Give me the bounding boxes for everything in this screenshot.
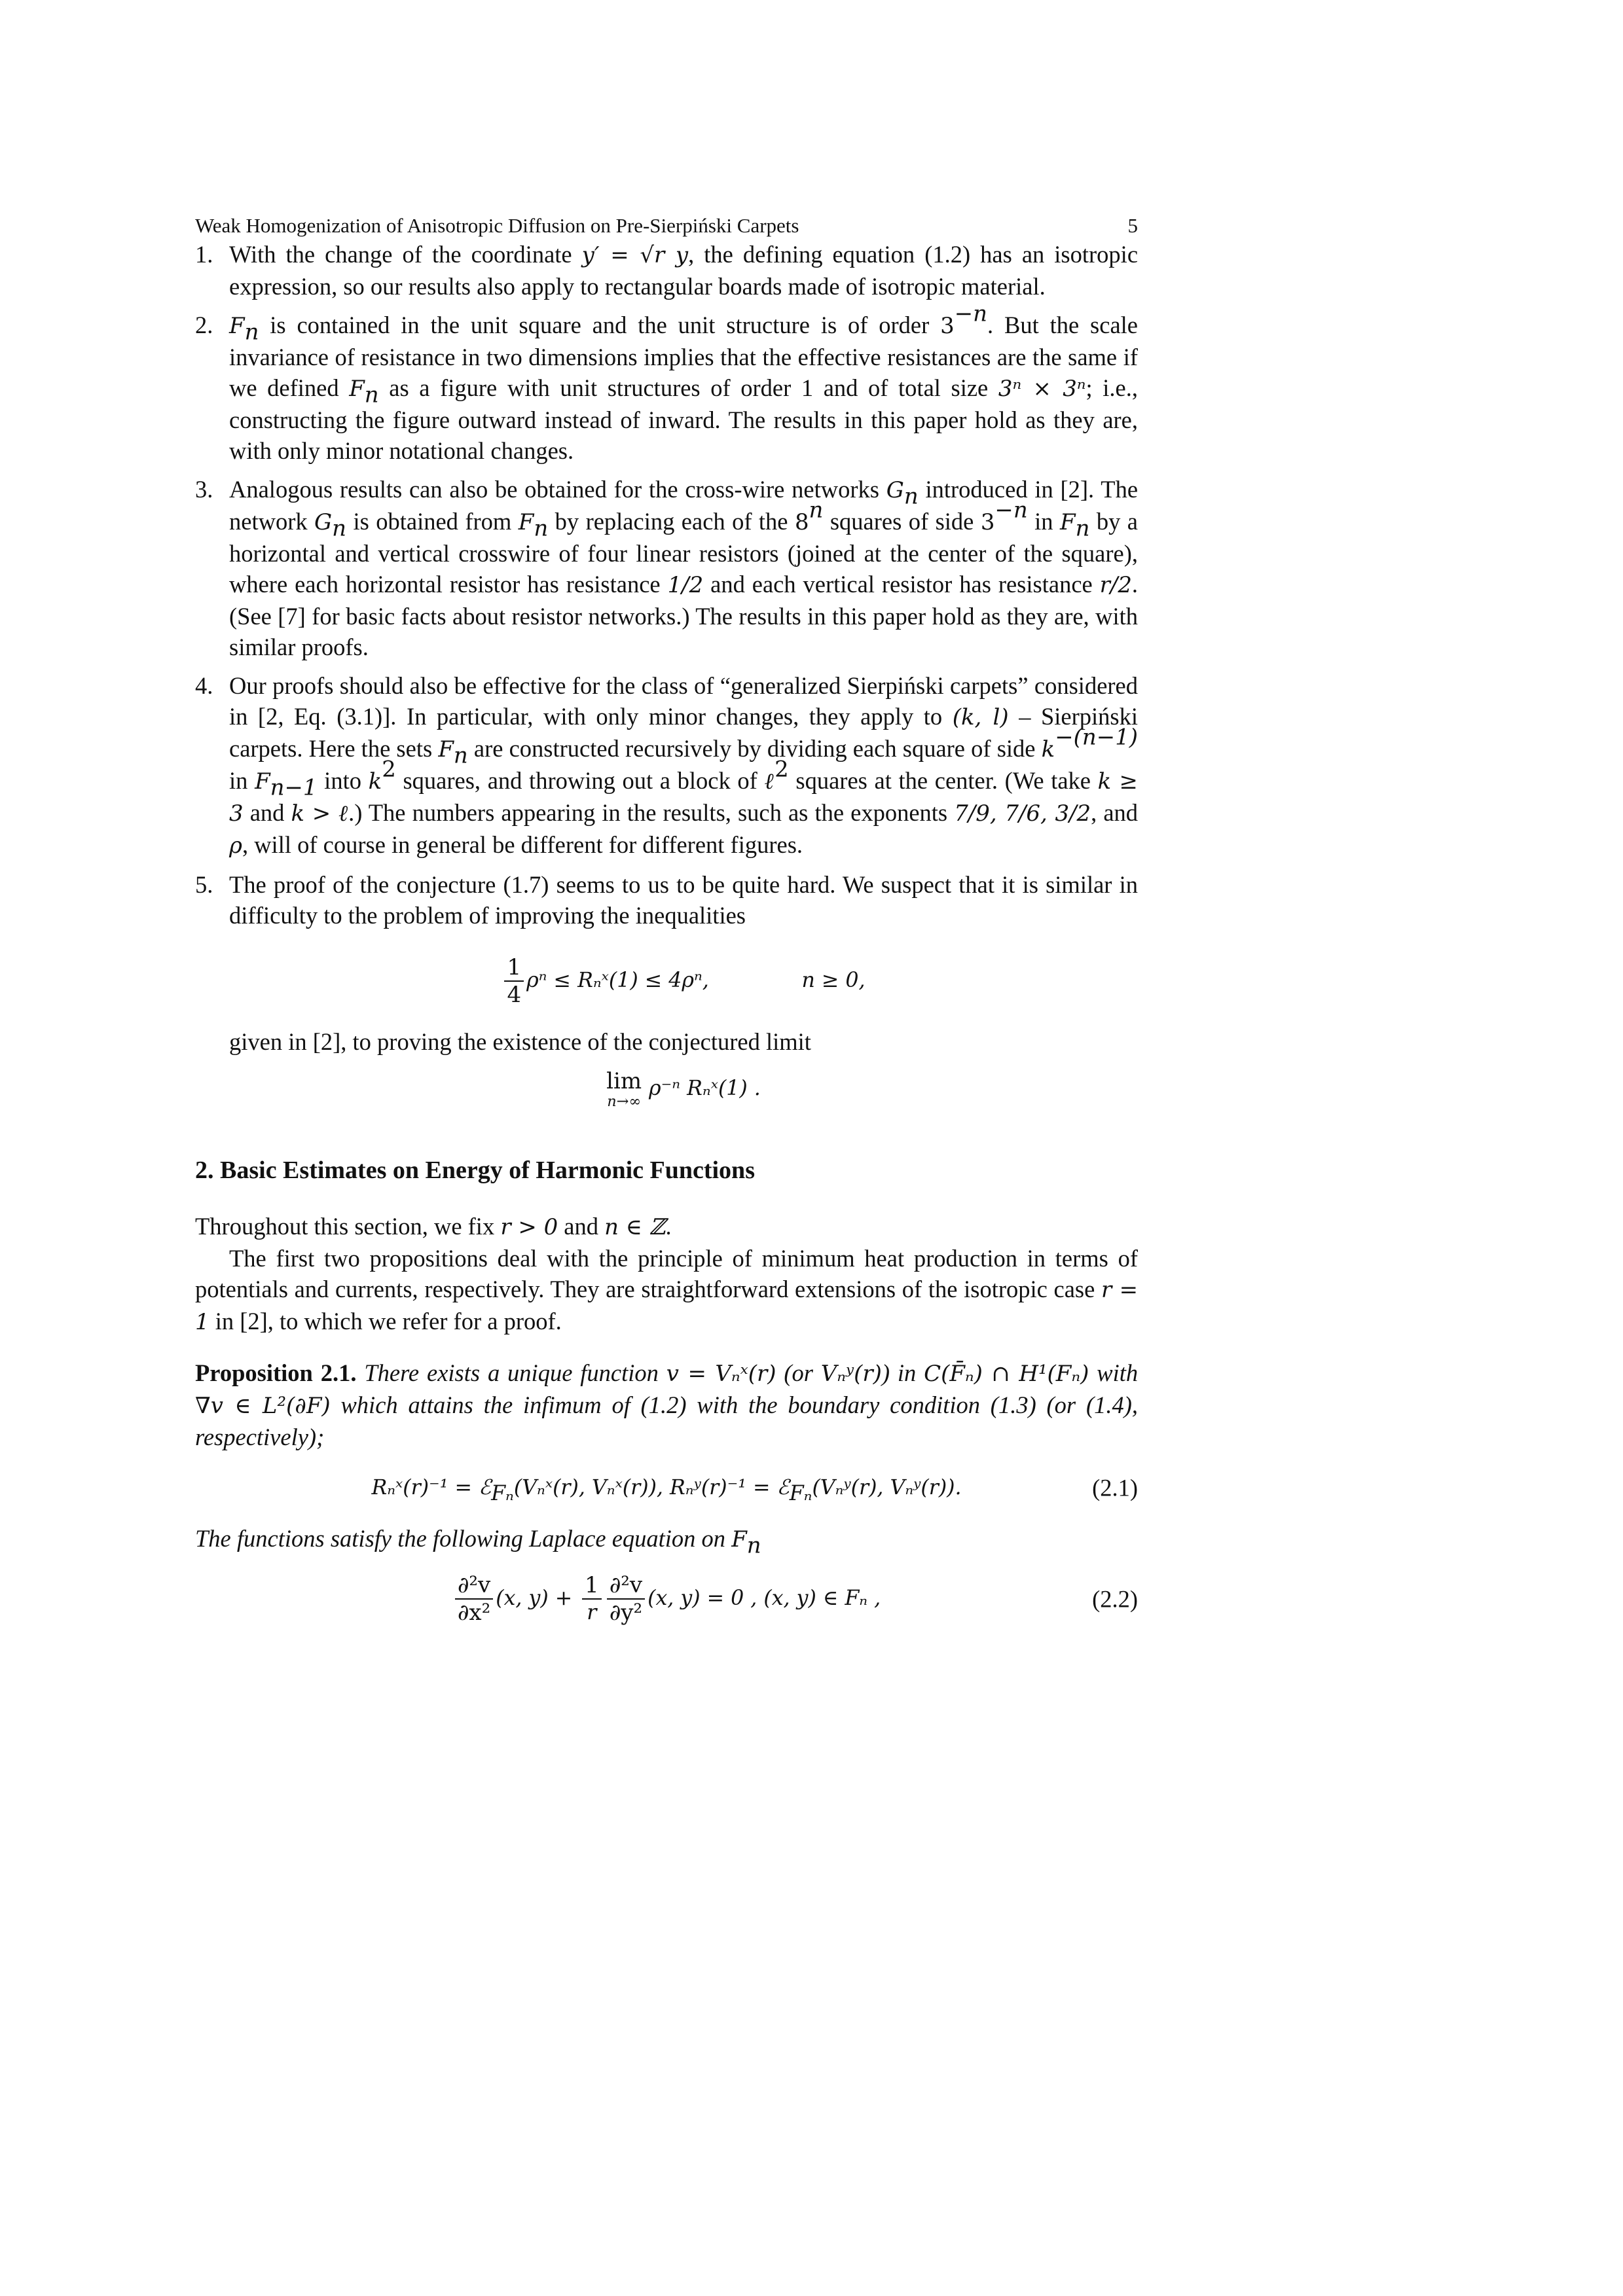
- limit-display: lim n→∞ ρ⁻ⁿ Rₙˣ(1) .: [606, 1068, 761, 1110]
- inequality-display: $\frac{1}{4}$ ρⁿ ≤ Rₙˣ(1) ≤ 4ρⁿ, n ≥ 0,: [229, 954, 1138, 1008]
- remark-1: 1. With the change of the coordinate y′ = √r y, the defining equation (1.2) has an isotropic expression, so our results also apply to rectangular boards made of isotropic material.: [195, 241, 1139, 300]
- equation-number: (2.2): [1092, 1585, 1138, 1613]
- equation-2-2: $\frac{\text{∂²v}}{\text{∂x²}}$ (x, y) + $\frac{1}{r}$ $\frac{\text{∂²v}}{\text{∂y²}}$ (x, y) = 0 , (x, y) ∈ Fₙ , (2.2): [195, 1572, 1138, 1626]
- remark-4: 4. Our proofs should also be effective for the class of “generalized Sierpiński carpets” considered in [2, Eq. (3.1)]. In particular, with only minor changes, they apply to (k, l) – Sierpiński carpets. Here the sets $F_n$ are constructed recursively by dividing each square of side $k^{-(n-1)}$ in $F_{n-1}$ into $k^2$ squares, and throwing out a block of ℓ$^2$ squares at the center. (We take k ≥ 3 and k > ℓ.) The numbers appearing in the results, such as the exponents 7/9, 7/6, 3/2, and ρ, will of course in general be different for different figures.: [195, 672, 1139, 859]
- section-heading: 2. Basic Estimates on Energy of Harmonic Functions: [195, 1157, 755, 1184]
- running-head: [195, 209, 1138, 242]
- equation-2-1: Rₙˣ(r)⁻¹ = ℰ$_{F_n}$(Vₙˣ(r), Vₙˣ(r)), Rₙʸ(r)⁻¹ = ℰ$_{F_n}$(Vₙʸ(r), Vₙʸ(r)). (2.1): [195, 1472, 1138, 1503]
- fraction-quarter: $\frac{1}{4}$: [504, 954, 524, 1008]
- section-paragraph-1: Throughout this section, we fix r > 0 and n ∈ ℤ.: [195, 1213, 672, 1240]
- laplace-sentence: The functions satisfy the following Laplace equation on $F_n$: [195, 1525, 761, 1559]
- remark-3: 3. Analogous results can also be obtained for the cross-wire networks $G_n$ introduced in [2]. The network $G_n$ is obtained from $F_n$ by replacing each of the 8$^n$ squares of side $3^{-n}$ in $F_n$ by a horizontal and vertical crosswire of four linear resistors (joined at the center of the square), where each horizontal resistor has resistance 1/2 and each vertical resistor has resistance r/2. (See [7] for basic facts about resistor networks.) The results in this paper hold as they are, with similar proofs.: [195, 476, 1139, 660]
- limit-operator: lim n→∞: [606, 1068, 642, 1110]
- section-paragraph-2: The first two propositions deal with the principle of minimum heat production in terms of potentials and currents, respectively. They are straightforward extensions of the isotropic case r = 1 in [2], to which we refer for a proof.: [195, 1245, 1139, 1335]
- remark-5: 5. The proof of the conjecture (1.7) seems to us to be quite hard. We suspect that it is similar in difficulty to the problem of improving the inequalities $\frac{1}{4}$ ρⁿ ≤ Rₙˣ(1) ≤ 4ρⁿ, n ≥ 0, given in [2], to proving the existence of the conjectured limit lim n→∞ ρ⁻ⁿ Rₙˣ(1) .: [195, 871, 1138, 1110]
- equation-number: (2.1): [1092, 1474, 1138, 1501]
- remark-2: 2. $F_n$ is contained in the unit square and the unit structure is of order $3^{-n}$. But the scale invariance of resistance in two dimensions implies that the effective resistances are the same if we defined $F_n$ as a figure with unit structures of order 1 and of total size 3ⁿ × 3ⁿ; i.e., constructing the figure outward instead of inward. The results in this paper hold as they are, with only minor notational changes.: [195, 300, 1139, 464]
- proposition-label: Proposition 2.1.: [195, 1359, 357, 1386]
- main-text: [195, 239, 1138, 1626]
- page-number: 5: [1127, 214, 1138, 237]
- remarks-list: [195, 239, 1138, 1109]
- proposition-2-1: Proposition 2.1. There exists a unique function v = Vₙˣ(r) (or Vₙʸ(r)) in C(F̄ₙ) ∩ H¹(Fₙ) with ∇v ∈ L²(∂F) which attains the infimum of (1.2) with the boundary condition (1.3) (or (1.4), respectively);: [195, 1359, 1139, 1450]
- running-title: Weak Homogenization of Anisotropic Diffusion on Pre-Sierpiński Carpets: [195, 214, 799, 237]
